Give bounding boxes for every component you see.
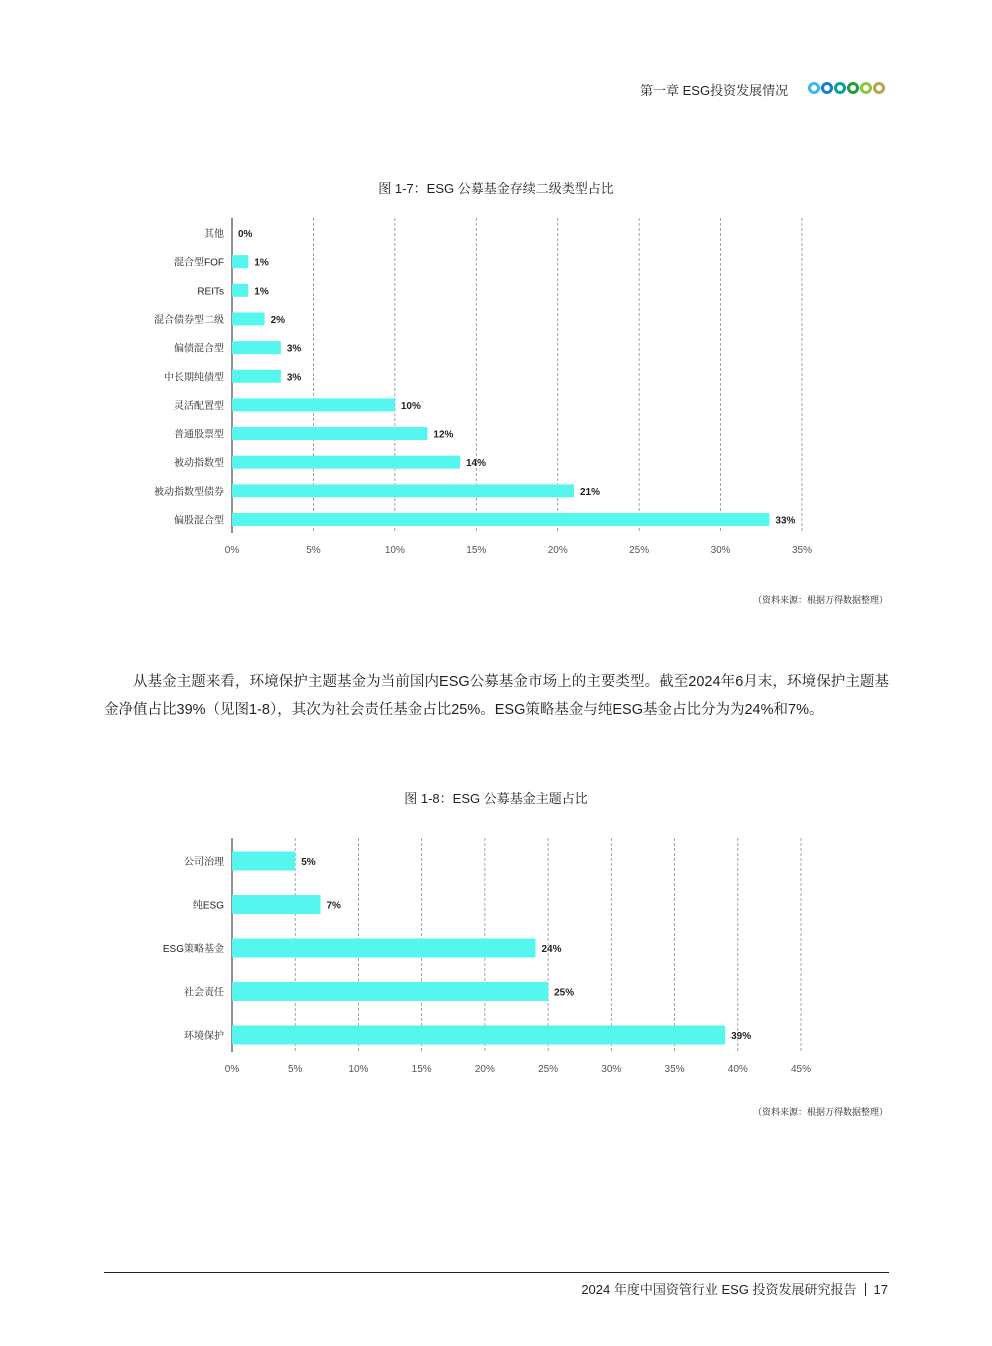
data-label: 1% (254, 286, 269, 298)
page-number: 17 (873, 1282, 888, 1297)
x-tick-label: 25% (629, 545, 650, 556)
category-label: 其他 (204, 229, 224, 240)
data-label: 5% (301, 857, 316, 868)
x-tick-label: 15% (466, 545, 487, 556)
data-label: 10% (400, 400, 421, 412)
data-label: 3% (286, 372, 302, 384)
data-label: 33% (775, 515, 796, 527)
category-label: 环境保护 (184, 1031, 224, 1042)
category-label: REITs (197, 286, 224, 298)
x-tick-label: 0% (224, 1064, 240, 1075)
category-label: 被动指数型 (174, 458, 224, 470)
x-tick-label: 35% (664, 1064, 685, 1075)
category-label: 公司治理 (184, 857, 224, 868)
x-tick-label: 20% (547, 545, 568, 556)
chart-1-source: （资料来源：根据万得数据整理） (752, 595, 888, 605)
chart-1-title: 图 1-7：ESG 公募基金存续二级类型占比 (378, 181, 614, 196)
data-label: 39% (731, 1031, 752, 1042)
body-paragraph: 从基金主题来看，环境保护主题基金为当前国内ESG公募基金市场上的主要类型。截至2024年6月末，环境保护主题基金净值占比39%（见图1-8），其次为社会责任基金占比25%。ESG策略基金与纯ESG基金占比分为为24%和7%。 (104, 674, 889, 718)
data-label: 7% (326, 900, 341, 912)
category-label: 被动指数型债券 (154, 486, 224, 498)
category-label: 偏股混合型 (174, 515, 224, 527)
category-label: 混合债券型二级 (154, 314, 224, 326)
x-tick-label: 45% (790, 1064, 812, 1075)
data-label: 24% (541, 944, 562, 955)
data-label: 12% (433, 429, 454, 441)
data-label: 25% (554, 987, 575, 999)
chart-2-title: 图 1-8：ESG 公募基金主题占比 (404, 791, 588, 806)
category-label: ESG策略基金 (162, 944, 224, 955)
x-tick-label: 0% (224, 545, 240, 556)
x-tick-label: 15% (411, 1064, 432, 1075)
bar (232, 939, 535, 958)
data-label: 0% (238, 229, 253, 240)
x-tick-label: 20% (474, 1064, 495, 1075)
data-label: 14% (466, 458, 487, 470)
category-label: 混合型FOF (174, 257, 224, 269)
x-tick-label: 5% (306, 545, 321, 556)
x-tick-label: 40% (727, 1064, 748, 1075)
footer-rule (104, 1272, 889, 1273)
x-tick-label: 30% (601, 1064, 622, 1075)
x-tick-label: 35% (791, 545, 813, 556)
data-label: 21% (580, 486, 601, 498)
chapter-title: 第一章 ESG投资发展情况 (640, 83, 789, 98)
bar (232, 1026, 725, 1045)
chart-2-source: （资料来源：根据万得数据整理） (752, 1107, 888, 1117)
bar (232, 982, 548, 1001)
x-tick-label: 30% (710, 545, 731, 556)
category-label: 纯ESG (192, 900, 224, 912)
category-label: 灵活配置型 (174, 400, 224, 412)
x-tick-label: 10% (348, 1064, 369, 1075)
x-tick-label: 5% (287, 1064, 303, 1075)
x-tick-label: 25% (538, 1064, 559, 1075)
x-tick-label: 10% (384, 545, 405, 556)
category-label: 中长期纯债型 (164, 372, 224, 384)
bar (232, 852, 295, 871)
data-label: 3% (286, 343, 302, 355)
category-label: 普通股票型 (174, 429, 224, 441)
bar (232, 895, 321, 914)
page-footer (581, 1279, 888, 1298)
report-title: 2024 年度中国资管行业 ESG 投资发展研究报告 (581, 1282, 857, 1297)
data-label: 2% (270, 314, 286, 326)
data-label: 1% (254, 257, 269, 269)
category-label: 社会责任 (184, 987, 224, 999)
footer-separator (865, 1283, 866, 1296)
category-label: 偏债混合型 (174, 343, 224, 355)
